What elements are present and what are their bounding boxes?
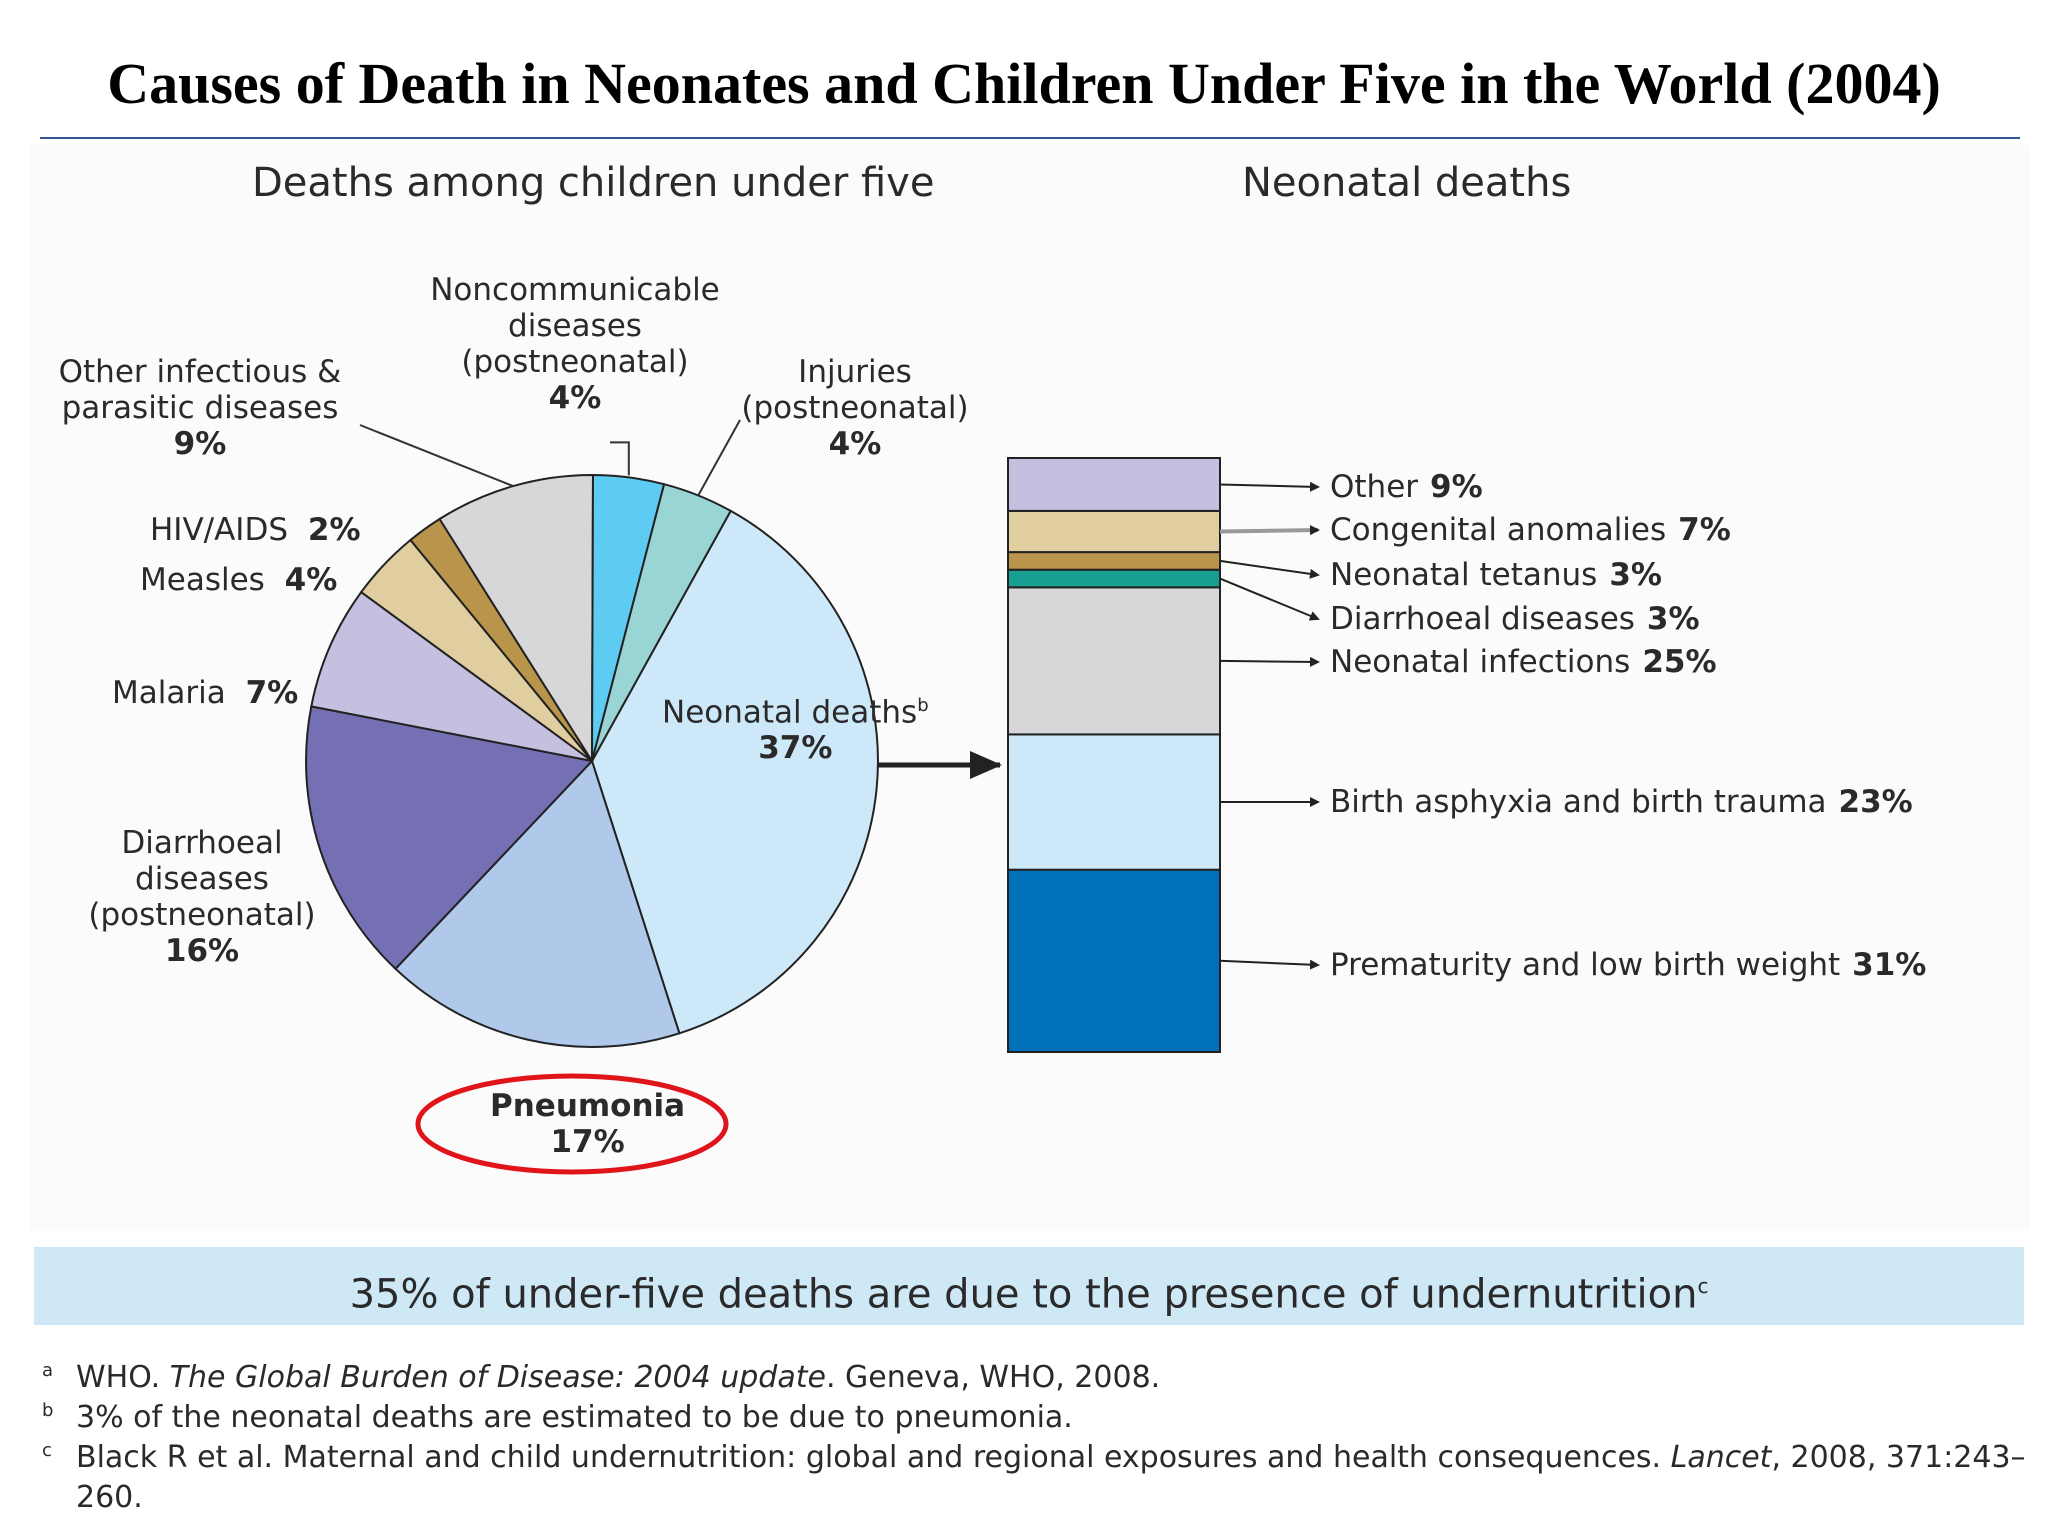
pie-label-other-infectious-value: 9%: [173, 426, 227, 462]
footnote-c-text-2: , 2008, 371:243–: [1771, 1440, 2026, 1475]
bar-segment-neonatal-infections: [1008, 587, 1220, 734]
leader-other-infectious: [360, 425, 513, 486]
pie-label-injuries-value: 4%: [828, 426, 882, 462]
bar-label-other-value: 9%: [1430, 469, 1483, 505]
bar-arrow-neonatal-tetanus: [1220, 561, 1318, 575]
pie-label-noncommunicable: [430, 272, 720, 416]
pie-label-diarrhoeal-value: 16%: [164, 933, 240, 969]
pie-label-injuries: [740, 354, 970, 462]
bar-chart-title: Neonatal deaths: [1242, 160, 1572, 206]
pie-label-malaria-name: Malaria: [112, 675, 226, 711]
bar-segment-diarrhoeal-diseases: [1008, 570, 1220, 588]
bar-label-birth-asphyxia: [1330, 784, 1913, 820]
banner-text: 35% of under-five deaths are due to the presence of undernutrition: [349, 1271, 1698, 1318]
pie-label-neonatal: [662, 688, 929, 766]
bar-label-diarrhoeal-name: Diarrhoeal diseases: [1330, 601, 1635, 637]
bar-label-prematurity-value: 31%: [1852, 947, 1927, 983]
pie-label-diarrhoeal-name: Diarrhoeal diseases (postneonatal): [88, 825, 316, 933]
pie-label-pneumonia: [490, 1088, 685, 1160]
pie-label-noncommunicable-name: Noncommunicable diseases (postneonatal): [430, 272, 720, 380]
pie-label-hiv-value: 2%: [307, 512, 361, 548]
pie-label-diarrhoeal: [82, 825, 322, 969]
bar-label-neonatal-infections-name: Neonatal infections: [1330, 644, 1631, 680]
footnote-a-author: WHO.: [76, 1360, 170, 1395]
footnote-c-continued: [42, 1478, 143, 1518]
footnote-mark-b: b: [917, 695, 929, 716]
footnote-c-mark: c: [42, 1440, 52, 1461]
footnote-a: [42, 1358, 1160, 1398]
footnote-c-journal: Lancet: [1670, 1440, 1772, 1475]
pie-label-hiv-name: HIV/AIDS: [150, 512, 289, 548]
footnote-mark-c: c: [1697, 1274, 1709, 1298]
page-title: Causes of Death in Neonates and Children Under Five in the World (2004): [107, 51, 1941, 116]
bar-label-birth-asphyxia-value: 23%: [1838, 784, 1913, 820]
pie-label-other-infectious: [50, 354, 350, 462]
bar-segment-other: [1008, 458, 1220, 511]
footnote-c: [42, 1438, 2026, 1478]
pie-label-noncommunicable-value: 4%: [548, 380, 602, 416]
bar-label-tetanus: [1330, 557, 1662, 593]
bar-segment-congenital-anomalies: [1008, 511, 1220, 552]
leader-injuries: [698, 420, 740, 496]
bar-label-prematurity: [1330, 947, 1926, 983]
bar-label-tetanus-value: 3%: [1609, 557, 1662, 593]
pie-label-malaria: [112, 675, 298, 711]
pie-label-measles: [140, 562, 337, 598]
pie-label-neonatal-name: Neonatal deaths$^b$: [662, 694, 929, 731]
bar-label-tetanus-name: Neonatal tetanus: [1330, 557, 1598, 593]
bar-label-diarrhoeal: [1330, 601, 1700, 637]
footnote-b-mark: b: [42, 1400, 54, 1421]
pie-label-injuries-name: Injuries (postneonatal): [741, 354, 969, 426]
footnote-c-text: Black R et al. Maternal and child undernutrition: global and regional exposures and health consequences.: [76, 1440, 1671, 1475]
bar-label-neonatal-infections-value: 25%: [1642, 644, 1717, 680]
bar-arrow-congenital-anomalies: [1220, 530, 1318, 532]
footnote-c-text-3: 260.: [76, 1480, 143, 1515]
footnote-b: [42, 1398, 1073, 1438]
bar-arrow-other: [1220, 485, 1318, 488]
bar-arrow-prematurity-and-low-birth-weight: [1220, 961, 1318, 965]
pie-label-pneumonia-value: 17%: [550, 1124, 625, 1160]
pie-label-pneumonia-name: Pneumonia: [490, 1088, 686, 1124]
bar-label-congenital-value: 7%: [1678, 512, 1731, 548]
bar-label-diarrhoeal-value: 3%: [1646, 601, 1700, 637]
pie-label-other-infectious-name: Other infectious & parasitic diseases: [58, 354, 342, 426]
pie-label-measles-value: 4%: [284, 562, 338, 598]
bar-arrow-diarrhoeal-diseases: [1220, 579, 1318, 619]
pie-label-hiv: [150, 512, 361, 548]
bar-label-neonatal-infections: [1330, 644, 1717, 680]
bar-segment-birth-asphyxia-and-birth-trauma: [1008, 734, 1220, 869]
pie-label-neonatal-value: 37%: [758, 730, 833, 767]
bar-segment-neonatal-tetanus: [1008, 552, 1220, 570]
undernutrition-banner: [34, 1247, 2024, 1325]
pie-label-malaria-value: 7%: [245, 675, 299, 711]
bar-label-other: [1330, 469, 1483, 505]
bar-label-congenital: [1330, 512, 1731, 548]
bar-label-prematurity-name: Prematurity and low birth weight: [1330, 947, 1841, 983]
stacked-bar: [1008, 458, 1220, 1052]
footnote-b-text: 3% of the neonatal deaths are estimated to be due to pneumonia.: [76, 1400, 1073, 1435]
bar-label-birth-asphyxia-name: Birth asphyxia and birth trauma: [1330, 784, 1827, 820]
bar-label-congenital-name: Congenital anomalies: [1330, 512, 1667, 548]
bar-arrow-neonatal-infections: [1220, 661, 1318, 662]
footnote-a-work: The Global Burden of Disease: 2004 update: [169, 1360, 826, 1395]
leader-noncommunicable: [610, 442, 629, 475]
pie-label-measles-name: Measles: [140, 562, 265, 598]
footnote-a-mark: a: [42, 1360, 54, 1381]
bar-label-other-name: Other: [1330, 469, 1419, 505]
pie-chart-title: Deaths among children under five: [252, 160, 935, 206]
footnote-a-rest: . Geneva, WHO, 2008.: [825, 1360, 1161, 1395]
bar-segment-prematurity-and-low-birth-weight: [1008, 870, 1220, 1052]
